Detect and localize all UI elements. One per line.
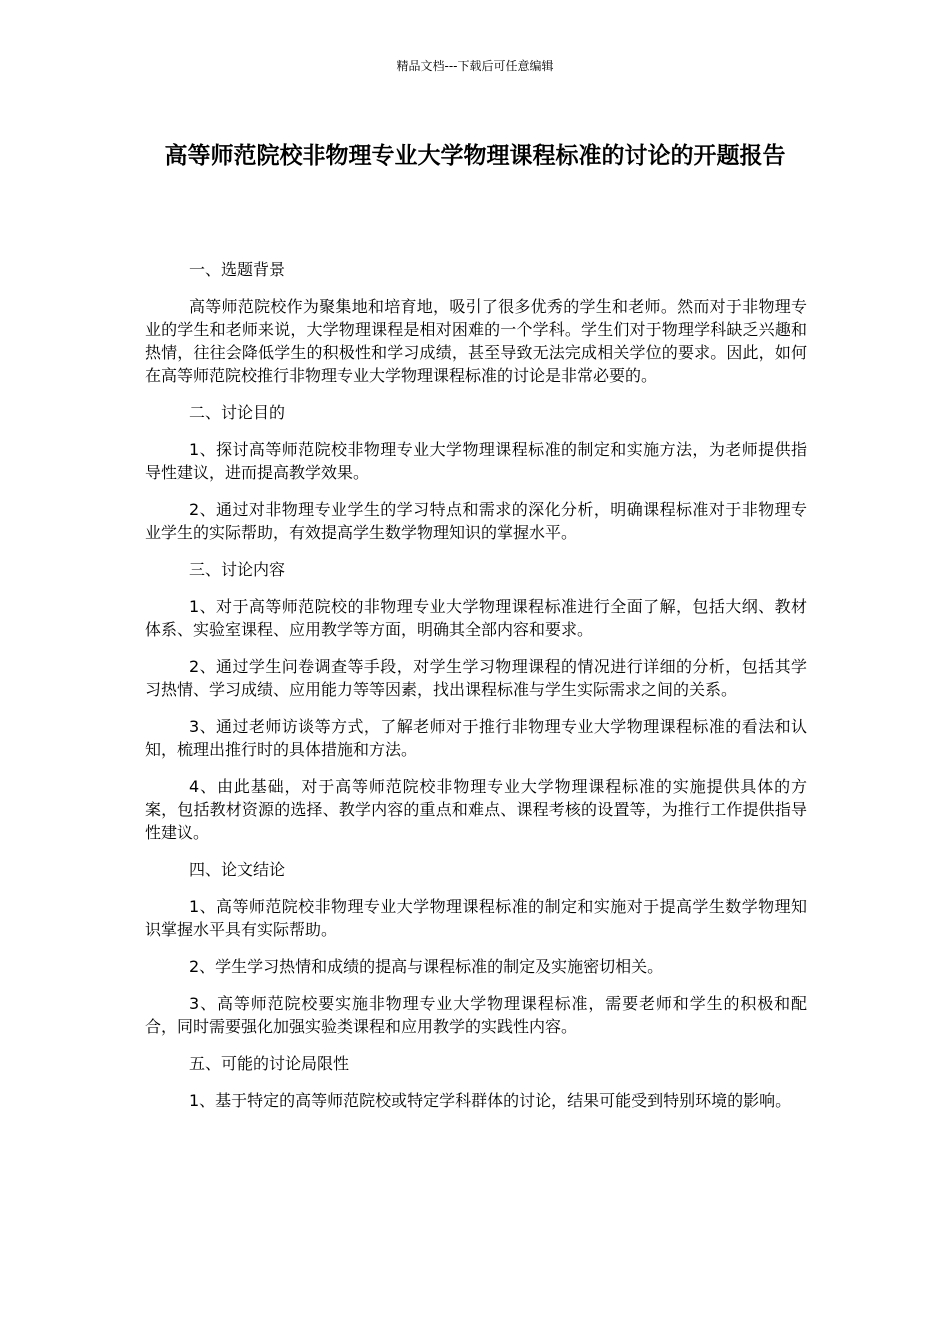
section-heading-conclusion: 四、论文结论 — [189, 860, 286, 879]
section-heading-limitations: 五、可能的讨论局限性 — [189, 1054, 350, 1073]
paragraph: 1、对于高等师范院校的非物理专业大学物理课程标准进行全面了解，包括大纲、教材体系、实验室课程、应用教学等方面，明确其全部内容和要求。 — [145, 597, 807, 639]
paragraph: 1、基于特定的高等师范院校或特定学科群体的讨论，结果可能受到特别环境的影响。 — [189, 1091, 792, 1110]
paragraph: 2、通过学生问卷调查等手段，对学生学习物理课程的情况进行详细的分析，包括其学习热情、学习成绩、应用能力等等因素，找出课程标准与学生实际需求之间的关系。 — [145, 657, 807, 699]
paragraph: 3、高等师范院校要实施非物理专业大学物理课程标准，需要老师和学生的积极和配合，同时需要强化加强实验类课程和应用教学的实践性内容。 — [145, 994, 807, 1036]
paragraph: 2、通过对非物理专业学生的学习特点和需求的深化分析，明确课程标准对于非物理专业学生的实际帮助，有效提高学生数学物理知识的掌握水平。 — [145, 500, 807, 542]
paragraph: 2、学生学习热情和成绩的提高与课程标准的制定及实施密切相关。 — [189, 957, 664, 976]
document-body — [145, 258, 807, 1126]
paragraph: 4、由此基础，对于高等师范院校非物理专业大学物理课程标准的实施提供具体的方案，包括教材资源的选择、教学内容的重点和难点、课程考核的设置等，为推行工作提供指导性建议。 — [145, 777, 807, 842]
paragraph: 1、高等师范院校非物理专业大学物理课程标准的制定和实施对于提高学生数学物理知识掌握水平具有实际帮助。 — [145, 897, 807, 939]
section-heading-background: 一、选题背景 — [189, 260, 286, 279]
paragraph: 高等师范院校作为聚集地和培育地，吸引了很多优秀的学生和老师。然而对于非物理专业的学生和老师来说，大学物理课程是相对困难的一个学科。学生们对于物理学科缺乏兴趣和热情，往往会降低学生的积极性和学习成绩，甚至导致无法完成相关学位的要求。因此，如何在高等师范院校推行非物理专业大学物理课程标准的讨论是非常必要的。 — [145, 297, 807, 385]
paragraph: 3、通过老师访谈等方式，了解老师对于推行非物理专业大学物理课程标准的看法和认知，梳理出推行时的具体措施和方法。 — [145, 717, 807, 759]
section-heading-purpose: 二、讨论目的 — [189, 403, 286, 422]
page-header: 精品文档---下载后可任意编辑 — [396, 59, 554, 73]
paragraph: 1、探讨高等师范院校非物理专业大学物理课程标准的制定和实施方法，为老师提供指导性建议，进而提高教学效果。 — [145, 440, 807, 482]
document-title: 高等师范院校非物理专业大学物理课程标准的讨论的开题报告 — [164, 143, 786, 169]
section-heading-content: 三、讨论内容 — [189, 560, 286, 579]
